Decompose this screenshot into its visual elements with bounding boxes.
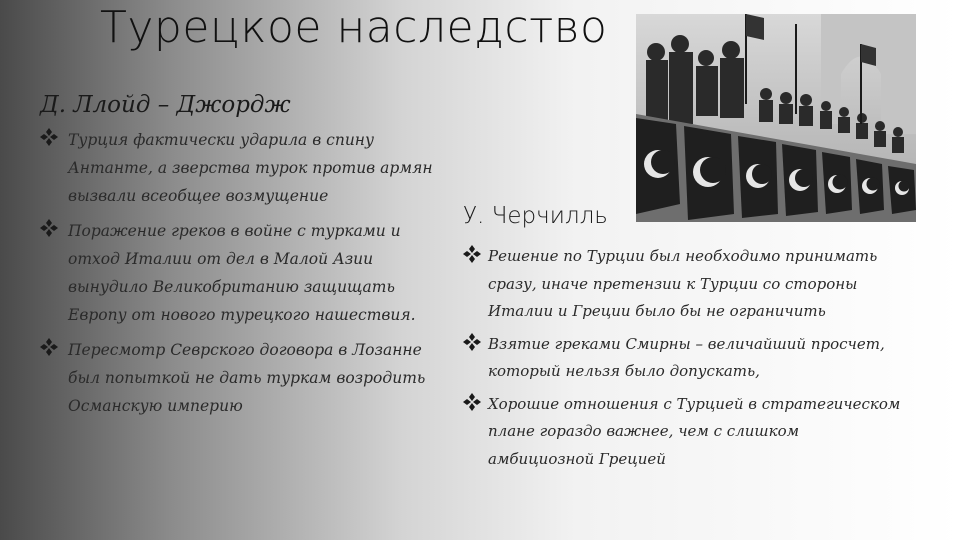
diamond-bullet-icon (463, 333, 483, 351)
diamond-bullet-icon (40, 338, 60, 356)
bullet-text: Пересмотр Севрского договора в Лозанне был попыткой не дать туркам возродить Османскую империю (68, 341, 426, 415)
diamond-bullet-icon (463, 245, 483, 263)
lloyd-george-bullets (40, 126, 440, 420)
diamond-bullet-icon (463, 393, 483, 411)
lloyd-george-column (40, 92, 440, 427)
list-item (463, 243, 903, 326)
list-item (40, 336, 440, 420)
diamond-bullet-icon (40, 219, 60, 237)
bullet-text: Взятие греками Смирны – величайший просчет, который нельзя было допускать, (488, 334, 885, 380)
list-item (463, 391, 903, 474)
diamond-bullet-icon (40, 128, 60, 146)
list-item (40, 217, 440, 329)
bullet-text: Решение по Турции был необходимо принимать сразу, иначе претензии к Турции со стороны Италии и Греции было бы не ограничить (488, 247, 878, 320)
slide-title: Турецкое наследство (100, 2, 608, 53)
bullet-text: Турция фактически ударила в спину Антанте, а зверства турок против армян вызвали всеобщее возмущение (68, 131, 433, 205)
bullet-text: Хорошие отношения с Турцией в стратегическом плане гораздо важнее, чем с слишком амбициозной Грецией (488, 394, 901, 468)
historical-photo (636, 14, 916, 222)
lloyd-george-heading: Д. Ллойд – Джордж (40, 92, 291, 118)
bullet-text: Поражение греков в войне с турками и отход Италии от дел в Малой Азии вынудило Великобританию защищать Европу от нового турецкого нашествия. (68, 222, 416, 324)
list-item (40, 126, 440, 210)
list-item (463, 331, 903, 386)
churchill-bullets (463, 243, 903, 473)
churchill-heading: У. Черчилль (463, 203, 608, 229)
churchill-column (463, 203, 903, 478)
